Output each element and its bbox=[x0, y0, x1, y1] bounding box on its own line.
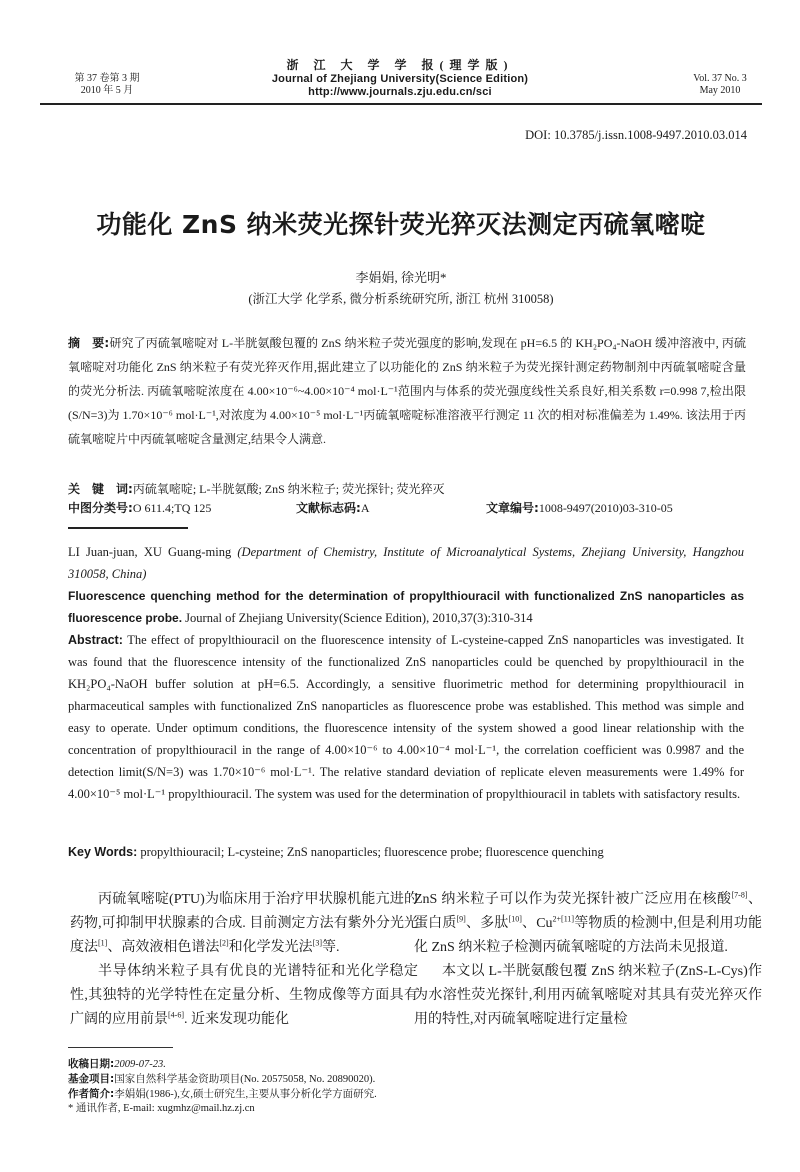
english-abstract-block bbox=[68, 541, 744, 805]
body-paragraph bbox=[70, 960, 418, 1032]
citation-ref[interactable]: 2+[11] bbox=[552, 914, 575, 924]
keywords-en-label: Key Words: bbox=[68, 845, 138, 859]
issue-info-en bbox=[680, 73, 760, 97]
volume-en: Vol. 37 No. 3 bbox=[693, 73, 747, 84]
received-label: 收稿日期: bbox=[68, 1058, 115, 1070]
doc-code-value: A bbox=[360, 501, 370, 515]
doi[interactable]: DOI: 10.3785/j.issn.1008-9497.2010.03.014 bbox=[525, 128, 747, 142]
keywords-cn-text: 丙硫氧嘧啶; L-半胱氨酸; ZnS 纳米粒子; 荧光探针; 荧光猝灭 bbox=[132, 482, 445, 496]
keywords-cn bbox=[68, 479, 746, 499]
body-text: 本文以 L-半胱氨酸包覆 ZnS 纳米粒子(ZnS-L-Cys)作为水溶性荧光探针,利用丙硫氧嘧啶对其具有荧光猝灭作用的特性,对丙硫氧嘧啶进行定量检 bbox=[414, 964, 762, 1027]
body-text: ZnS 纳米粒子可以作为荧光探针被广泛应用在核酸 bbox=[414, 892, 732, 907]
issue-info-cn bbox=[52, 73, 162, 97]
body-text: 、多肽 bbox=[465, 916, 509, 931]
journal-masthead bbox=[200, 58, 600, 99]
body-paragraph bbox=[70, 888, 418, 960]
body-text: 、蛋白质 bbox=[414, 892, 763, 931]
body-text: 半导体纳米粒子具有优良的光谱特征和光化学稳定性,其独特的光学特性在定量分析、生物成像等方面具有广阔的应用前景 bbox=[70, 964, 418, 1027]
english-author-line bbox=[68, 541, 744, 585]
body-text: 、Cu bbox=[521, 916, 553, 931]
body-text: 丙硫氧嘧啶(PTU)为临床用于治疗甲状腺机能亢进的药物,可抑制甲状腺素的合成. 目前测定方法有紫外分光光度法 bbox=[70, 892, 418, 955]
abstract-cn-label: 摘 要: bbox=[68, 336, 110, 350]
body-text: 等物质的检测中,但是利用功能化 ZnS 纳米粒子检测丙硫氧嘧啶的方法尚未见报道. bbox=[414, 916, 762, 955]
journal-name-en: Journal of Zhejiang University(Science Edition) bbox=[271, 73, 529, 85]
article-no-label: 文章编号: bbox=[486, 501, 539, 515]
abstract-cn-text: 研究了丙硫氧嘧啶对 L-半胱氨酸包覆的 ZnS 纳米粒子荧光强度的影响,发现在 pH=6.5 的 KH₂PO₄-NaOH 缓冲溶液中, 丙硫氧嘧啶对功能化 ZnS 纳米粒子有荧光猝灭作用,据此建立了以功能化的 ZnS 纳米粒子为荧光探针测定药物制剂中丙硫氧嘧啶含量的荧光分析法. 丙硫氧嘧啶浓度在 4.00×10⁻⁶~4.00×10⁻⁴ mol·L⁻¹范围内与体系的荧光强度线性关系良好,相关系数 r=0.998 7,检出限(S/N=3)为 1.70×10⁻⁶ mol·L⁻¹,对浓度为 4.00×10⁻⁵ mol·L⁻¹丙硫氧嘧啶标准溶液平行测定 11 次的相对标准偏差为 1.49%. 该法用于丙硫氧嘧啶片中丙硫氧嘧啶含量测定,结果令人满意. bbox=[68, 336, 746, 446]
received-date bbox=[68, 1057, 568, 1072]
journal-name-cn: 浙 江 大 学 学 报(理学版) bbox=[286, 58, 514, 72]
keywords-en bbox=[68, 845, 744, 860]
abstract-cn bbox=[68, 331, 746, 451]
header-rule bbox=[40, 103, 762, 105]
abstract-en-text: The effect of propylthiouracil on the fluorescence intensity of L-cysteine-capped ZnS nanoparticles was investigated. It was found that the fluorescence intensity of the functionalized ZnS nanoparticles could be quenched by propylthiouracil in the KH₂PO₄-NaOH buffer solution at pH=6.5. Accordingly, a sensitive fluorimetric method for determining propylthiouracil in pharmaceutical samples with functionalized ZnS nanoparticles as fluorescence probe was established. This method was simple and easy to operate. Under optimum conditions, the fluorescence intensity of the system showed a good linear relationship with the concentration of propylthiouracil in the range of 4.00×10⁻⁶ to 4.00×10⁻⁴ mol·L⁻¹, the correlation coefficient was 0.9987 and the detection limit(S/N=3) was 1.70×10⁻⁶ mol·L⁻¹. The relative standard deviation of replicate eleven measurements were 1.49% for 4.00×10⁻⁵ mol·L⁻¹ propylthiouracil. The system was used for the determination of propylthiouracil in tablets with satisfactory results. bbox=[68, 633, 744, 801]
citation-ref[interactable]: [7-8] bbox=[731, 890, 748, 900]
fund-info bbox=[68, 1072, 568, 1087]
body-text: . 近来发现功能化 bbox=[184, 1012, 289, 1027]
body-paragraph bbox=[414, 960, 762, 1032]
footnotes bbox=[68, 1057, 568, 1116]
title-en: Fluorescence quenching method for the determination of propylthiouracil with functionalized ZnS nanoparticles as fluorescence probe. bbox=[68, 589, 744, 625]
citation-en: Journal of Zhejiang University(Science Edition), 2010,37(3):310-314 bbox=[185, 611, 533, 625]
received-value: 2009-07-23. bbox=[114, 1059, 166, 1070]
fund-value: 国家自然科学基金资助项目(No. 20575058, No. 20890020). bbox=[114, 1074, 376, 1085]
fund-label: 基金项目: bbox=[68, 1073, 115, 1085]
citation-ref[interactable]: [3] bbox=[312, 938, 322, 948]
english-title-line bbox=[68, 585, 744, 629]
author-bio bbox=[68, 1087, 568, 1102]
article-no-value: 1008-9497(2010)03-310-05 bbox=[538, 501, 673, 515]
authors-cn: 李娟娟, 徐光明* bbox=[355, 270, 447, 285]
body-paragraph bbox=[414, 888, 762, 960]
abstract-en bbox=[68, 629, 744, 805]
keywords-cn-label: 关 键 词: bbox=[68, 482, 133, 496]
affiliation-en: (Department of Chemistry, Institute of Microanalytical Systems, Zhejiang University, Hangzhou 310058, China) bbox=[68, 545, 744, 581]
bio-value: 李娟娟(1986-),女,硕士研究生,主要从事分析化学方面研究. bbox=[114, 1089, 377, 1100]
body-column-left bbox=[70, 888, 418, 1032]
doc-code-label: 文献标志码: bbox=[296, 501, 361, 515]
body-text: 和化学发光法 bbox=[228, 940, 313, 955]
citation-ref[interactable]: [1] bbox=[98, 938, 108, 948]
bio-label: 作者简介: bbox=[68, 1088, 115, 1100]
paper-title: 功能化 ZnS 纳米荧光探针荧光猝灭法测定丙硫氧嘧啶 bbox=[96, 210, 706, 239]
corresponding-author[interactable]: * 通讯作者, E-mail: xugmhz@mail.hz.zj.cn bbox=[68, 1103, 255, 1114]
citation-ref[interactable]: [10] bbox=[508, 914, 522, 924]
volume-cn: 第 37 卷第 3 期 bbox=[74, 73, 140, 84]
classification-row bbox=[68, 498, 746, 518]
footnote-rule bbox=[68, 1047, 173, 1048]
clc-label: 中图分类号: bbox=[68, 501, 133, 515]
citation-ref[interactable]: [9] bbox=[456, 914, 466, 924]
date-en: May 2010 bbox=[699, 85, 741, 96]
date-cn: 2010 年 5 月 bbox=[80, 85, 134, 96]
section-rule bbox=[68, 527, 188, 529]
clc-value: O 611.4;TQ 125 bbox=[132, 501, 212, 515]
body-column-right bbox=[414, 888, 762, 1032]
affiliation-cn: (浙江大学 化学系, 微分析系统研究所, 浙江 杭州 310058) bbox=[248, 292, 554, 306]
authors-en: LI Juan-juan, XU Guang-ming bbox=[68, 545, 232, 559]
keywords-en-text: propylthiouracil; L-cysteine; ZnS nanoparticles; fluorescence probe; fluorescence quenching bbox=[140, 845, 604, 859]
body-text: 等. bbox=[321, 940, 340, 955]
citation-ref[interactable]: [4-6] bbox=[168, 1010, 184, 1020]
abstract-en-label: Abstract: bbox=[68, 633, 123, 647]
citation-ref[interactable]: [2] bbox=[219, 938, 229, 948]
journal-url[interactable]: http://www.journals.zju.edu.cn/sci bbox=[308, 86, 492, 98]
body-text: 、高效液相色谱法 bbox=[107, 940, 220, 955]
